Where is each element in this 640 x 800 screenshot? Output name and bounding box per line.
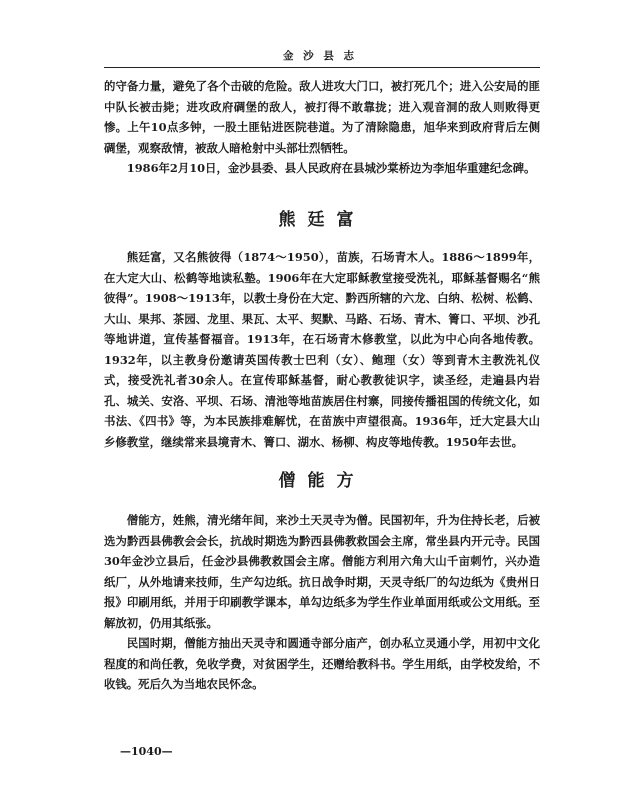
section-xiong-tingfu-text	[104, 247, 540, 452]
paragraph: 1986年2月10日，金沙县委、县人民政府在县城沙棠桥边为李旭华重建纪念碑。	[126, 161, 536, 175]
section-previous-text	[104, 76, 540, 179]
section-heading-seng-nengfang: 僧能方	[278, 471, 366, 491]
page-number: —1040—	[120, 745, 173, 758]
header-rule	[104, 67, 540, 68]
running-head-title: 金 沙 县 志	[283, 50, 357, 62]
paragraph: 熊廷富，又名熊彼得（1874～1950），苗族，石场青木人。1886～1899年，在大定大山、松鹤等地读私塾。1906年在大定耶稣教堂接受洗礼，耶稣基督赐名“熊彼得”。1908～1913年，以教士身份在大定、黔西所辖的六龙、白纳、松树、松鹤、大山、果邦、茶园、龙里、果瓦、太平、契默、马路、石场、青木、箐口、平坝、沙孔等地讲道，宣传基督福音。1913年，在石场青木修教堂，以此为中心向各地传教。1932年，以主教身份邀请英国传教士巴利（女）、鲍理（女）等到青木主教洗礼仪式，接受洗礼者30余人。在宣传耶稣基督，耐心教教徒识字，读圣经，走遍县内岩孔、城关、安洛、平坝、石场、清池等地苗族居住村寨，同接传播祖国的传统文化，如书法、《四书》等，为本民族排难解忧，在苗族中声望很高。1936年，迁大定县大山乡修教堂，继续常来县境青木、箐口、湖水、杨柳、构皮等地传教。1950年去世。	[104, 250, 540, 449]
section-heading-xiong-tingfu: 熊廷富	[278, 210, 366, 230]
section-seng-nengfang-text	[104, 510, 540, 695]
paragraph: 僧能方，姓熊，清光绪年间，来沙土天灵寺为僧。民国初年，升为住持长老，后被选为黔西县佛教会会长，抗战时期选为黔西县佛教救国会主席，常坐县内开元寺。民国30年金沙立县后，任金沙县佛教救国会主席。僧能方利用六角大山千亩刺竹，兴办造纸厂，从外地请来技师，生产勾边纸。抗日战争时期，天灵寺纸厂的勾边纸为《贵州日报》印刷用纸，并用于印刷教学课本，单勾边纸多为学生作业单面用纸或公文用纸。至解放初，仍用其纸张。	[104, 513, 540, 630]
paragraph: 的守备力量，避免了各个击破的危险。敌人进攻大门口，被打死几个；进入公安局的匪中队长被击毙；进攻政府碉堡的敌人，被打得不敢靠拢；进入观音洞的敌人则败得更惨。上午10点多钟，一股土匪钻进医院巷道。为了清除隐患，旭华来到政府背后左侧碉堡，观察敌情，被敌人暗枪射中头部壮烈牺牲。	[104, 79, 540, 155]
paragraph: 民国时期，僧能方抽出天灵寺和圆通寺部分庙产，创办私立灵通小学，用初中文化程度的和尚任教，免收学费，对贫困学生，还赠给教科书。学生用纸，由学校发给，不收钱。死后久为当地农民怀念。	[104, 636, 540, 691]
